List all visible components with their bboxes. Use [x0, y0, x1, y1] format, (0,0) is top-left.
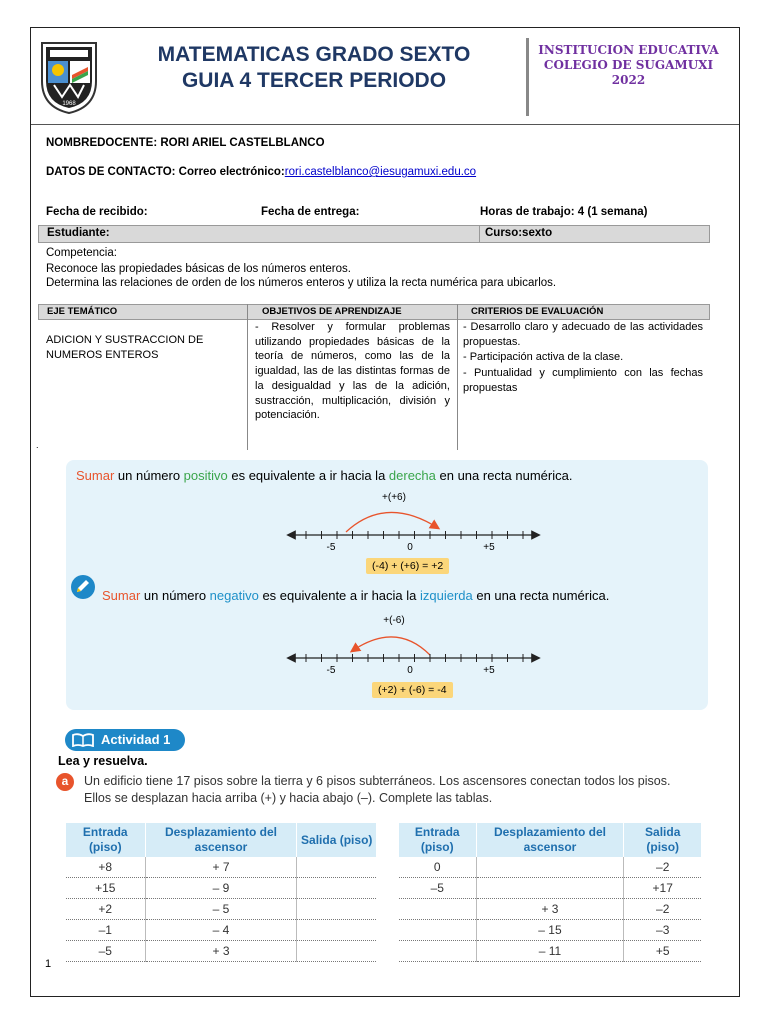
school-shield-logo: [40, 41, 98, 115]
rule-1-text-c: en una recta numérica.: [435, 468, 573, 483]
table-row: [399, 941, 701, 962]
table-cell: 0: [399, 857, 476, 878]
title-line-1: MATEMATICAS GRADO SEXTO: [157, 43, 471, 66]
competencia-line-2: Determina las relaciones de orden de los números enteros y utiliza la recta numérica para ubicarlos.: [46, 277, 557, 289]
rule-negative-sentence: [102, 588, 609, 603]
institution-year: 2022: [611, 73, 646, 87]
answer-cell[interactable]: [476, 857, 624, 878]
document-header: [31, 28, 739, 125]
tick-label-zero: 0: [407, 542, 413, 550]
eje-line-1: ADICION Y SUSTRACCION DE: [46, 334, 204, 346]
table-cell: +5: [624, 941, 701, 962]
table-row: [399, 857, 701, 878]
table-cell: – 15: [476, 920, 624, 941]
work-hours-label: Horas de trabajo: 4 (1 semana): [480, 206, 648, 218]
stray-dot: .: [36, 440, 39, 450]
received-date-label: Fecha de recibido:: [46, 206, 148, 218]
table-cell: – 5: [145, 899, 297, 920]
header-eje: EJE TEMÁTICO: [47, 306, 118, 317]
item-text-line-1: Un edificio tiene 17 pisos sobre la tierra y 6 pisos subterráneos. Los ascensores conectan todos los pisos.: [84, 774, 671, 788]
objetivos-cell: - Resolver y formular problemas utilizando propiedades básicas de la teoría de números, como las de la igualdad, las de las distintas formas de la desigualdad y las de la adición, sustracción, multiplicación, división y potenciación.: [255, 321, 450, 422]
table-row: [399, 920, 701, 941]
table-cell: –2: [624, 899, 701, 920]
table-row: [66, 899, 376, 920]
criterio-3: - Puntualidad y cumplimiento con las fechas propuestas: [463, 367, 703, 394]
elevator-table-right: [399, 823, 701, 962]
word-izquierda: izquierda: [419, 588, 473, 603]
word-sumar-1: Sumar: [76, 468, 115, 483]
item-text-line-2: Ellos se desplazan hacia arriba (+) y hacia abajo (–). Complete las tablas.: [84, 791, 493, 805]
integer-addition-info-box: [66, 460, 708, 710]
institution-line-1: INSTITUCION EDUCATIVA: [538, 43, 719, 57]
word-sumar-2: Sumar: [102, 588, 141, 603]
table-cell: –5: [399, 878, 476, 899]
tick-label-plus-five: +5: [483, 542, 495, 550]
activity-badge-label: Actividad 1: [101, 732, 171, 747]
teacher-name: NOMBREDOCENTE: RORI ARIEL CASTELBLANCO: [46, 137, 325, 149]
word-derecha: derecha: [388, 468, 436, 483]
table-cell: – 9: [145, 878, 297, 899]
number-line-negative: [286, 613, 546, 673]
competencia-line-1: Reconoce las propiedades básicas de los números enteros.: [46, 263, 351, 275]
word-positivo: positivo: [183, 468, 228, 483]
email-link[interactable]: rori.castelblanco@iesugamuxi.edu.co: [284, 166, 477, 178]
competencia-title: Competencia:: [46, 247, 117, 259]
tick-label-minus-five: -5: [326, 542, 336, 550]
logo-year: 1968: [62, 101, 76, 107]
table-cell: + 3: [145, 941, 297, 962]
table-row: [66, 941, 376, 962]
title-line-2: GUIA 4 TERCER PERIODO: [181, 69, 447, 92]
table-cell: –3: [624, 920, 701, 941]
table-row: [66, 878, 376, 899]
criterio-2: - Participación activa de la clase.: [463, 351, 624, 364]
table-cell: – 11: [476, 941, 624, 962]
answer-cell[interactable]: [297, 878, 376, 899]
student-row-divider: [479, 226, 480, 242]
table-row: [399, 899, 701, 920]
arc-label-plus-six: +(+6): [382, 492, 406, 503]
activity-instruction: Lea y resuelva.: [58, 754, 148, 768]
rule-1-text-b: es equivalente a ir hacia la: [227, 468, 389, 483]
answer-cell[interactable]: [399, 899, 476, 920]
header-objetivos: OBJETIVOS DE APRENDIZAJE: [262, 306, 402, 317]
contact-label: DATOS DE CONTACTO: Correo electrónico:: [46, 166, 285, 178]
header-criterios: CRITERIOS DE EVALUACIÓN: [471, 306, 604, 317]
answer-cell[interactable]: [399, 920, 476, 941]
arc-arrow-right: [346, 512, 438, 532]
objectives-col-divider-2: [457, 304, 458, 450]
header-salida: Salida (piso): [624, 823, 701, 857]
table-cell: +8: [66, 857, 145, 878]
objectives-col-divider-1: [247, 304, 248, 450]
contact-info: [46, 166, 476, 178]
equation-positive: (-4) + (+6) = +2: [366, 558, 449, 574]
word-negativo: negativo: [209, 588, 259, 603]
institution-name: [531, 43, 726, 88]
arc-label-minus-six: +(-6): [383, 615, 405, 626]
table-cell: –2: [624, 857, 701, 878]
header-desplazamiento: Desplazamiento del ascensor: [145, 823, 297, 857]
table-row: [66, 920, 376, 941]
arc-arrow-left: [352, 637, 430, 655]
header-entrada: Entrada (piso): [66, 823, 145, 857]
equation-negative: (+2) + (-6) = -4: [372, 682, 453, 698]
answer-cell[interactable]: [297, 899, 376, 920]
item-letter-badge: a: [56, 773, 74, 791]
table-header-row: [399, 823, 701, 857]
header-divider: [526, 38, 529, 116]
header-salida: Salida (piso): [297, 823, 376, 857]
criterio-1: - Desarrollo claro y adecuado de las actividades propuestas.: [463, 321, 703, 348]
criterios-cell: [463, 320, 703, 396]
rule-2-text-b: es equivalente a ir hacia la: [258, 588, 420, 603]
answer-cell[interactable]: [297, 941, 376, 962]
institution-line-2: COLEGIO DE SUGAMUXI: [543, 58, 714, 72]
table-header-row: [66, 823, 376, 857]
header-entrada: Entrada (piso): [399, 823, 476, 857]
student-row: [38, 225, 710, 243]
rule-2-text-c: en una recta numérica.: [472, 588, 610, 603]
table-cell: +17: [624, 878, 701, 899]
number-line-positive: [286, 490, 546, 550]
document-title: [129, 42, 499, 94]
tick-label-zero-2: 0: [407, 665, 413, 673]
table-cell: + 3: [476, 899, 624, 920]
table-row: [399, 878, 701, 899]
pencil-note-icon: [70, 574, 96, 600]
rule-2-text-a: un número: [140, 588, 210, 603]
objectives-table-header: [38, 304, 710, 320]
document-page: [30, 27, 740, 997]
header-desplazamiento: Desplazamiento del ascensor: [476, 823, 624, 857]
eje-line-2: NUMEROS ENTEROS: [46, 348, 159, 361]
table-cell: + 7: [145, 857, 297, 878]
rule-1-text-a: un número: [114, 468, 184, 483]
answer-cell[interactable]: [297, 857, 376, 878]
table-cell: –1: [66, 920, 145, 941]
answer-cell[interactable]: [297, 920, 376, 941]
page-number: 1: [45, 958, 52, 970]
table-cell: –5: [66, 941, 145, 962]
course-label: Curso:sexto: [485, 227, 553, 239]
eje-tematico-cell: [46, 333, 241, 362]
delivery-date-label: Fecha de entrega:: [261, 206, 360, 218]
table-cell: +2: [66, 899, 145, 920]
answer-cell[interactable]: [399, 941, 476, 962]
table-cell: +15: [66, 878, 145, 899]
open-book-icon: [71, 733, 95, 747]
student-label: Estudiante:: [47, 227, 110, 239]
activity-badge: [65, 729, 185, 751]
elevator-table-left: [66, 823, 376, 962]
table-row: [66, 857, 376, 878]
answer-cell[interactable]: [476, 878, 624, 899]
rule-positive-sentence: [76, 468, 572, 483]
tick-label-plus-five-2: +5: [483, 665, 495, 673]
tick-label-minus-five-2: -5: [326, 665, 336, 673]
table-cell: – 4: [145, 920, 297, 941]
